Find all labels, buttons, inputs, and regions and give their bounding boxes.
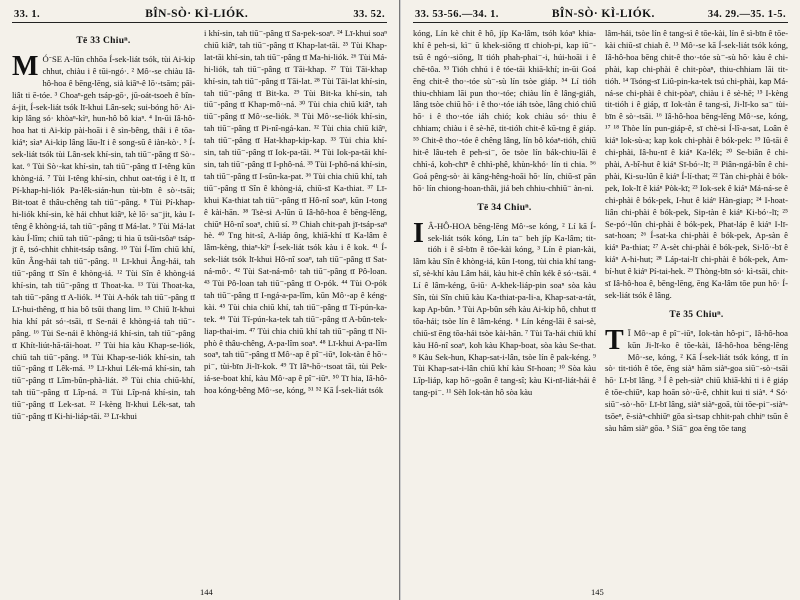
right-header-verse-range: 33. 53-56.—34. 1. — [415, 8, 499, 20]
left-header-book-title: BÎN-SÒ· KÌ-LIÓK. — [145, 8, 249, 20]
chapter-34-body: Â-HÔ-HOA bēng-lēng Mô·-se kóng, ² Lí kā Í-sek-liát tsók kóng, Lín ta⁻ beh jíp Ka-lâm; tit-tióh i ê sî-bīn ê tōe-kài kóng, ³ Lín ê pian-kài, lâm kàu Sîn ê khòng-iá, kūn I-tong, tùi chia khí tang-sî, sè-khí kàu Lâm hái, kàu hit-ê chîn kék ê só·-tsāi. ⁴ Lí ê lâm-kéng, ū-iū· A-khek-liáp-pin soaⁿ sòa kàu Sîn, tùi Sîn chiū kàu Ka-thiat-pa-li-a, Khap-sat-a-tát, kap Ap-bûn. ⁵ Tùi Ap-bûn séh kàu Ai-kip hô, chhut tī tōa-hái; tsòe lín ê lâm-kéng. ⁶ Lín kéng-lāi ê sai-sè, chiū-sī ēng tōa-hái tsòe kài-hān. ⁷ Tùi Ta-hái chiū khí kàu Hô-nî soaⁿ, koh kàu Khap-boat, sòa kàu Se-that. ⁸ Kàu Sek-hun, Khap-sat-i-lân, tsòe lín ê pak-kéng. ⁹ Tùi Khap-sat-i-lân chiū khí kàu Sī-hoan; ¹⁰ Sòa kàu Lîp-liáp, kap hō·-goân ê tang-sî; kàu Ki-nī-liát-hái ê tang-pi⁻. ¹¹ Sèh Iok-tàn hô sòa kàu — [413, 220, 596, 398]
right-header-rule — [413, 22, 788, 23]
right-page-columns — [413, 28, 788, 588]
chapter-33-body: ÓᐨSE A-lūn chhōa Í-sek-liát tsók, tùi Ai-kip chhut, chiàu i ê tūi-ngó·. ² Mô·-se chiàu Iâ-hô-hoa ê bēng-lēng, sià kiāⁿ-ê lō·-tsām; pāi-liât ti ē-tóe. ³ Choaⁿ-geh tsáp-gō·, jū-oát-tsoeh ê bîn-á-jit, Í-sek-liát tsók lī-khui Lân-sek; sui-bóng hō· Ai-kip lâng só· khòaⁿ-kìⁿ, hun-hô bô kiaⁿ. ⁴ In-ūi Iâ-hô-hoa hat ti Ai-kip pài-hoāi i ê sìn-bêng, thâi i ê tōa-kiáⁿ; sìaⁿ Ai-kip lâng lāu-lī i ê song-sū ê iàn-kò·. ⁵ Í-sek-liát tsók tùi Lân-sek khí-sin, tah tiū⁻-pâng tī Sò·-kat. ⁶ Tùi Sò·-kat khí-sin, tah tiū⁻-pâng tī I-têng kūn khòng-iá. ⁷ Tùi I-têng khí-sin, chhut oat-tńg i ê lī, tī Pí-khap-hi-liók Pa-lêk-sián-hun tùi-bīn ê sò·-tsāi; Bit-toat ê thâu-chêng tah tiū⁻-pâng. ⁸ Tùi Pí-khap-hi-liók khí-sin, kè hái chhut kiâⁿ, kè lō· sa⁻jit, kàu I-têng ê khòng-iá, tah tiū⁻-pâng tī Má-lat. ⁹ Tùi Má-lat kàu Í-lîm; chiū tah tiū⁻-pâng; ti hia ū tsûi-tsôaⁿ tsáp-jī ê, tsó-chhit chhit-tsáp tsâng. ¹⁰ Tùi Í-lîm chiū khí, kūn Âng-hái tah tiū⁻-pâng. ¹¹ Lī-khui Âng-hái, tah tiū⁻-pâng tī Sîn ê khòng-iá. ¹² Tùi Sîn ê khòng-iá khí-sin, tah tiū⁻-pâng tī Thoat-ka. ¹³ Tùi Thoat-ka, tah tiū⁻-pâng tī A-liók. ¹⁴ Tùi A-hók tah tiū⁻-pâng tī Lī-hui-thêng, tī hia bô tsûi thang lim. ¹⁵ Chiū lī-khui hia khí pát só·-tsāi, tī Se-nái ê khòng-iá tah tiū⁻-pâng. ¹⁶ Tùi Se-nái ê khòng-iá khí-sin, tah tiū⁻-pâng tī Khít-liút-hā-tāi-hoat. ¹⁷ Tùi hia kàu Khap-se-liók, chiū tah tiū⁻-pâng. ¹⁸ Tùi Khap-se-liók khí-sin, tah tiū⁻-pâng tī Lêk-má. ¹⁹ Lī-khui Lék-má khí-sin, tah tiū⁻-pâng tī Lîm-bûn-phà-liát. ²⁰ Tùi chia chiū-khí, tah tiū⁻-pâng tī Lîp-ná. ²¹ Tùi Lîp-ná khí-sin, tah tiū⁻-pâng tī Lek-sat. ²² I-kèng lī-khui Lék-sat, tah tiū⁻-pâng tī Ki-hi-liáp-tāi. ²³ Lī-khui — [12, 53, 195, 422]
chapter-33-text — [12, 50, 195, 423]
drop-cap: I — [413, 217, 424, 249]
chapter-33-continued: i khí-sin, tah tiū⁻-pâng tī Sa-pek-soaⁿ. ²⁴ Lī-khui soaⁿ chiū kiâⁿ, tah tiū⁻-pâng tī Khap-lat-tāi. ²⁵ Tùi Khap-lat-tāi khí-sin, tah tiū⁻-pâng tī Ma-hi-liók. ²⁶ Tùi Má-hi-liók, tah tiū⁻-pâng tī Tāi-khap. ²⁷ Tùi Tāi-khap khí-sin, tah tiū⁻-pâng tī Tāi-lat. ²⁸ Tùi Tāi-lat khí-sin, tah tiū⁻-pâng tī Bit-ka. ²⁹ Tùi Bit-ka khí-sin, tah tiū⁻-pâng tī Khap-mô·-ná. ³⁰ Tùi chia chiū kiâⁿ, tah tiū⁻-pâng tī Mô·-se-liók. ³¹ Tùi Mô·-se-liók khí-sin, tah tiū⁻-pâng tī Pi-nî-ngá-kan. ³² Tùi chia chiū kiâⁿ, tah tiū⁻-pâng tī Hat-khap-kip-kap. ³³ Tùi chia khí-sin, tah tiū⁻-pâng tī Iok-pa-tāi. ³⁴ Tùi Iok-pa-tāi khí-sin, tah tiū⁻-pâng tī I-phô-ná. ³⁵ Tùi I-phô-ná khí-sin, tah tiū⁻-pâng tī I-sûn-ka-pat. ³⁶ Tùi chia chiū khí, tah tiū⁻-pâng tī Sîn ê khòng-iá, chiū-sī Ka-thiat. ³⁷ Lī-khui Ka-thiat tah tiū⁻-pâng tī Hô-nî soaⁿ, kūn I-tong ê kài-hān. ³⁸ Tsè-si A-lūn ū Iâ-hô-hoa ê bēng-lēng, chiūⁿ Hô-nî soaⁿ, chiū sí. ³⁹ Chiah chit-pah jī-tsáp-saⁿ hè. ⁴⁰ Tng hit-sî, A-liáp ông, khiā-khí tī Ka-lâm ê lâm-kèng, thiaⁿ-kìⁿ Í-sek-liát tsók kàu i ê kok. ⁴¹ Í-sek-liát tsók lī-khui Hô-nî soaⁿ, tah tiū⁻-pâng tī Sat-ná-mô·. ⁴² Tùi Sat-ná-mô· tah tiū⁻-pâng tī Pô-loan. ⁴³ Tùi Pô-loan tah tiū⁻-pâng tī O-pók. ⁴⁴ Tùi O-pók tah tiū⁻-pâng tī I-ngá-a-pa-lîm, kūn Mô·-ap ê kéng-kài. ⁴⁵ Tùi chia chiū khí, tah tiū⁻-pâng tī Tí-pún-ka-tek. ⁴⁶ Tùi Tí-pún-ka-tek tah tiū⁻-pâng tī A-bûn-tek-liap-thai-im. ⁴⁷ Tùi chia chiū khí tah tiū⁻-pâng tī Ni-phò ê thâu-chêng, A-pa-lîm soaⁿ. ⁴⁸ Lī-khui A-pa-lîm soaⁿ, tah tiū⁻-pâng tī Mô·-ap ê pî⁻-iūⁿ, Iok-tàn ê hō·-pi⁻, tùi-bīn Ji-lī-kok. ⁴⁹ Tī Iâⁿ-hō·-tsoat tāi, tùi Pek-iá-se-boat khí, kàu Mô·-ap ê pî⁻-iūⁿ. ⁵⁰ Tī hia, Iâ-hô-hoa kóng-bêng Mô·-se, kóng, ⁵¹ ⁵² Kā Í-sek-liát tsók — [204, 28, 387, 396]
drop-cap: T — [605, 324, 624, 356]
chapter-35-heading: Tē 35 Chiuⁿ. — [669, 309, 724, 320]
drop-cap: M — [12, 50, 39, 82]
right-header-book-title: BÎN-SÒ· KÌ-LIÓK. — [551, 8, 655, 20]
left-header-verse-range: 33. 1. — [14, 8, 41, 20]
chapter-34-text — [413, 217, 596, 400]
left-page-columns — [12, 28, 387, 588]
chapter-35-text — [605, 324, 788, 435]
right-page-header — [415, 6, 786, 22]
left-page-header — [14, 6, 385, 22]
right-header-verse-end: 34. 29.—35. 1-5. — [707, 8, 786, 20]
left-column-2 — [204, 28, 387, 588]
chapter-34-continued: lâm-hái, tsòe lín ê tang-sì ê tōe-kài, lín ê sì-bīn ê tōe-kài chiū-sī chiah ê. ¹³ Mô·-se kā Í-sek-liát tsók kóng, Iâ-hô-hoa bēng chit-ê tho·-tóe sù⁻-sù hō· kàu ê chi-phài, kap chi-phài ê chit-pòaⁿ, thiu-chhiam lāi tit-tióh. ¹⁴ Tsóng-sī Liû-pin-ka-tek tsú chi-phài, kap Má-ná-se chi-phài ê chit-pòaⁿ, chiàu i ê sè-hē; ¹⁵ I-kèng tit-tióh i ê giáp, tī Iok-tàn ê tang-sì, Ji-lī-ko sa⁻ tùi-bīn ê sò·-tsāi. ¹⁶ Iâ-hô-hoa bēng-lēng Mô·-se, kóng, ¹⁷ ¹⁸ Thòe lín pun-giáp-ê, sī chè-si Í-lî-a-sat, Loân ê kiáⁿ lok-sù-a; kap kok chi-phài ê bók-pek: ¹⁹ Iû-tāi ê chi-phài, Iâ-hu-nī ê kiáⁿ Ka-lék; ²⁰ Se-biân ê chi-phài, A-bî-hut ê kiáⁿ Sī-bó·-lī; ²¹ Piân-ngá-bîn ê chi-phài, Ki-su-lûn ê kiáⁿ Í-lí-that; ²² Tàn chi-phài ê bók-pek, Iok-lī ê kiáⁿ Pòk-kī; ²³ Iok-sek ê kiáⁿ Má-ná-se ê chi-phài ê bók-pek, I-hut ê kiáⁿ Hàn-giap; ²⁴ I-hoat-liân chi-phài ê bók-pek, Sip-tàn ê kiáⁿ Ki-bó·-lī; ²⁵ Se-pó·-lûn chi-phài ê bók-pek, Phat-láp ê kiáⁿ I-lī-sat-hoan; ²⁶ Í-sat-ka chi-phài ê bók-pek, Ap-sàn ê kiáⁿ Pa-thiat; ²⁷ A-sèt chi-phài ê bók-pek, Si-lō·-bī ê kiáⁿ A-hi-hut; ²⁸ Láp-tai-lī chi-phài ê bók-pek, Am-bí-hut ê kiáⁿ Pí-tai-hek. ²⁹ Thòng-bīn só· kì-tsāi, chit-sī Iâ-hô-hoa ê, bēng-lēng, ēng Ka-lâm tōe pun hō· Í-sek-liát tsók ê lâng. — [605, 28, 788, 300]
left-column-1 — [12, 28, 195, 588]
left-page-number: 144 — [200, 587, 213, 597]
left-header-verse-end: 33. 52. — [353, 8, 385, 20]
chapter-33-ending: kóng, Lín kè chit ê hô, jíp Ka-lâm, tsóh kóaⁿ khia-khí ê peh-si, kì⁻ ū khek-siōng tī chioh-pi, kap iū⁻-tsū ê ngó·-siōng, lī tióh phah-phai⁻-i, húi-hoāi i ê chē-tôa. ⁵³ Tióh chhú i ê tóe-tāi khiā-khí; in-ūi Goá ēng chit-ê tho·-tóe sù⁻-sù lín tsòe giáp. ⁵⁴ Lí tióh thiu-chhiam lāi pun tho·-tóe; chiàu lín ê lâng-giáh, lâng tsòe chiū hō· i ê tho·-tóe iáh tsòe, lâng chió chiū hō· i ê tho·-tóe iáh chió; kok chiàu só· thiu ê chhiam; chiàu i ê sè-hē, tit-tióh chit-ê kū-tng ê giáp. ⁵⁵ Chit-ê tho·-tóe ê chêng lâng, lín bô kóaⁿ-tióh, chiū hit-ê lâu-teh ê peh-si⁻, ōe tsòe lín bák-chiu-lāi ê chhì-á, koh-chīⁿ ê chhì-phê, khùn-khó· lín ti chia. ⁵⁶ Goá pêng-sò· ài kāng-hêng-hoāi hō· lín, chiū-sī pān hō· lín chiong-hoan-thâi, jiá beh chhiu-chhiū⁻ àn-ni. — [413, 28, 596, 193]
right-column-2 — [605, 28, 788, 588]
right-column-1 — [413, 28, 596, 588]
chapter-35-body: Ī Mô·-ap ê pî⁻-iūⁿ, Iok-tàn hô-pi⁻, Iâ-hô-hoa kūn Ji-lī-ko ê tōe-kài, Iâ-hô-hoa bēng-lēng Mô·-se, kóng, ² Kā Í-sek-liát tsók kóng, tī ín sò· tit-tióh ê tōe, ēng siàⁿ hām siàⁿ-goa siū⁻-sò·-tsāi hō· Lī-bī lâng. ³ Í ê peh-siàⁿ chiū khiā-khì ti i ê giáp ê tōe-chiūⁿ, kap hoān sò·-ū-ê, chhit kui ti siàⁿ. ⁴ Só· siū⁻-sò·-hō· Lī-bī lâng, siàⁿ siàⁿ-goā, tùi tōe-pi⁻-siàⁿ-tsōeⁿ, ē-siàⁿ-chhiūⁿ gōa sì-tsap chhit-pah chhiⁿ tsūn ê sàu hâm siàⁿ gōa. ⁵ Siā⁻ goa ēng tōe tang — [605, 327, 788, 433]
right-page — [400, 0, 800, 600]
left-header-rule — [12, 22, 387, 23]
right-page-number: 145 — [591, 587, 604, 597]
chapter-33-heading: Tē 33 Chiuⁿ. — [76, 36, 131, 46]
chapter-34-heading: Tē 34 Chiuⁿ. — [477, 202, 532, 213]
